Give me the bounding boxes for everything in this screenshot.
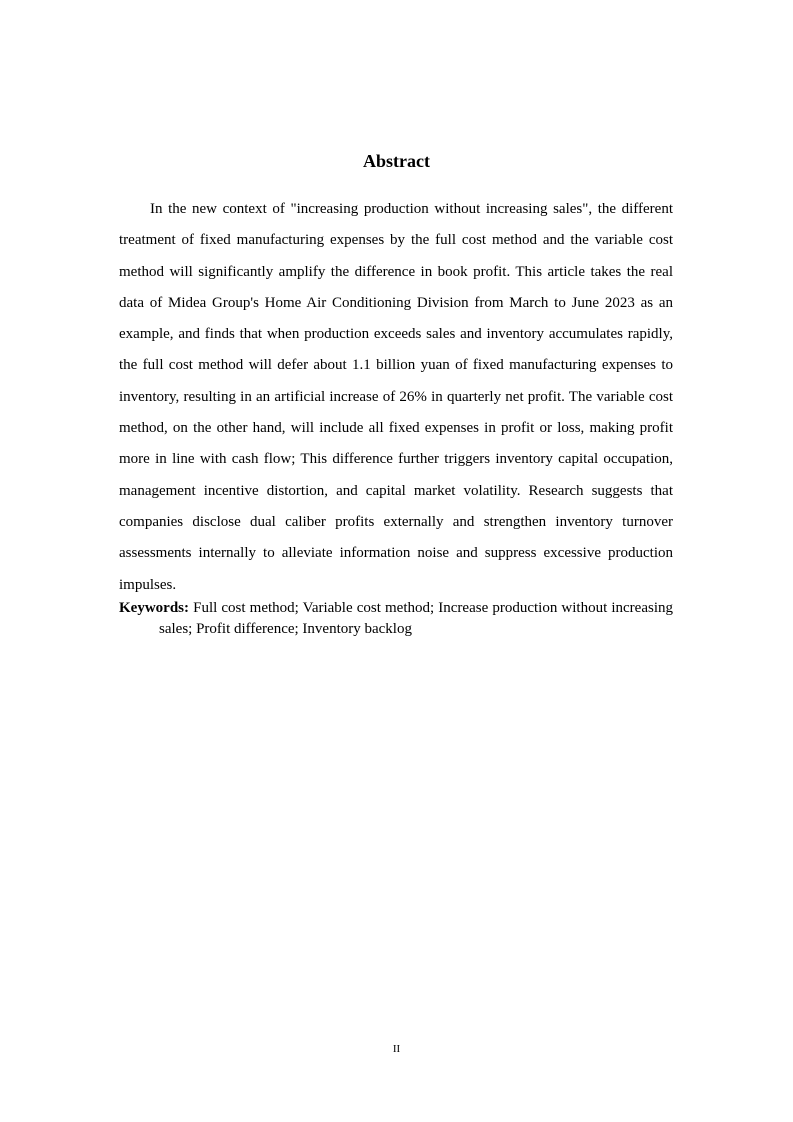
keywords-text: Full cost method; Variable cost method; Increase production without increasing sales; Profit difference; Inventory backlog xyxy=(159,600,673,637)
keywords-label: Keywords: xyxy=(119,600,189,616)
page-title: Abstract xyxy=(363,151,430,172)
keywords-line xyxy=(119,598,673,640)
page-number: II xyxy=(392,1043,401,1055)
abstract-body: In the new context of "increasing production without increasing sales", the different treatment of fixed manufacturing expenses by the full cost method and the variable cost method will significantly amplify the difference in book profit. This article takes the real data of Midea Group's Home Air Conditioning Division from March to June 2023 as an example, and finds that when production exceeds sales and inventory accumulates rapidly, the full cost method will defer about 1.1 billion yuan of fixed manufacturing expenses to inventory, resulting in an artificial increase of 26% in quarterly net profit. The variable cost method, on the other hand, will include all fixed expenses in profit or loss, making profit more in line with cash flow; This difference further triggers inventory capital occupation, management incentive distortion, and capital market volatility. Research suggests that companies disclose dual caliber profits externally and strengthen inventory turnover assessments internally to alleviate information noise and suppress excessive production impulses. xyxy=(119,201,673,593)
